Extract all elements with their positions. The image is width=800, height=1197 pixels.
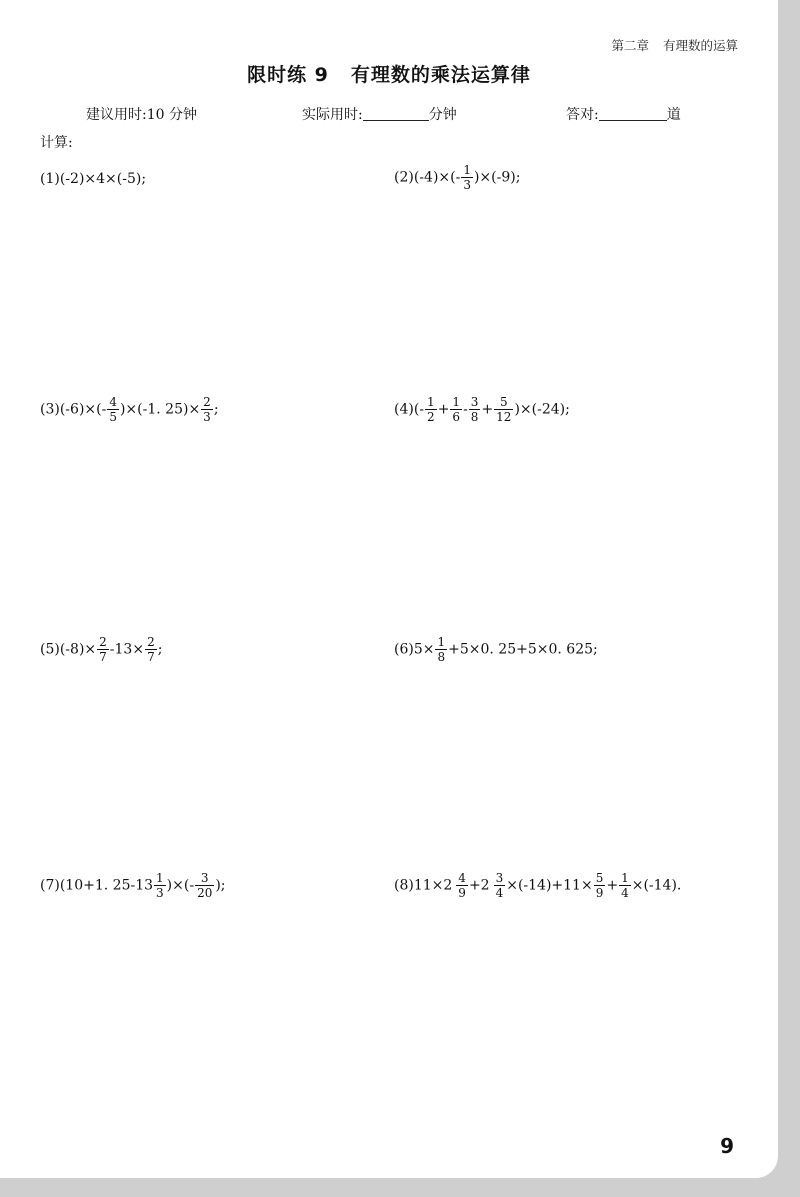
actual-time bbox=[302, 104, 457, 124]
correct-count-blank[interactable] bbox=[599, 106, 667, 121]
problem-3 bbox=[40, 396, 219, 423]
fraction bbox=[494, 396, 513, 423]
page-title bbox=[0, 60, 778, 87]
numerator: 1 bbox=[437, 635, 446, 649]
fraction bbox=[469, 396, 481, 423]
problem-5 bbox=[40, 636, 162, 663]
numerator: 1 bbox=[463, 163, 471, 177]
denominator: 4 bbox=[621, 886, 629, 900]
fraction bbox=[456, 872, 468, 899]
denominator: 3 bbox=[203, 410, 211, 424]
fraction bbox=[201, 396, 213, 423]
problem-expression: (-2)×4×(-5); bbox=[59, 171, 147, 187]
expression-part: (-8)× bbox=[59, 641, 97, 658]
actual-time-blank[interactable] bbox=[363, 106, 429, 121]
problem-number: (3) bbox=[40, 401, 60, 418]
suggested-time: 建议用时:10 分钟 bbox=[86, 107, 197, 123]
expression-part: +2 bbox=[468, 877, 490, 894]
exercise-label: 限时练 9 bbox=[247, 64, 329, 86]
denominator: 12 bbox=[496, 410, 512, 424]
denominator: 5 bbox=[109, 410, 117, 424]
expression-part: ; bbox=[157, 641, 163, 658]
expression-part: 11×2 bbox=[413, 877, 453, 894]
denominator: 6 bbox=[452, 410, 461, 424]
expression-part: + bbox=[606, 877, 619, 894]
correct-count bbox=[566, 104, 681, 124]
denominator: 7 bbox=[99, 650, 107, 664]
denominator: 7 bbox=[147, 650, 155, 664]
problem-4 bbox=[394, 396, 570, 423]
correct-label: 答对: bbox=[566, 107, 599, 123]
expression-part: ); bbox=[215, 877, 226, 894]
problem-number: (7) bbox=[40, 877, 60, 894]
numerator: 3 bbox=[470, 395, 479, 409]
problem-1 bbox=[40, 172, 146, 186]
expression-part: ×(-14). bbox=[631, 877, 682, 894]
numerator: 1 bbox=[427, 395, 435, 409]
expression-part: (-4)×(- bbox=[413, 169, 461, 186]
actual-time-unit: 分钟 bbox=[428, 107, 457, 123]
numerator: 5 bbox=[595, 871, 604, 885]
expression-part: )×(-24); bbox=[514, 401, 570, 418]
expression-part: (10+1. 25-13 bbox=[59, 877, 154, 894]
denominator: 3 bbox=[156, 886, 164, 900]
fraction bbox=[195, 872, 214, 899]
denominator: 9 bbox=[458, 886, 466, 900]
fraction bbox=[594, 872, 606, 899]
problem-8 bbox=[394, 872, 681, 899]
expression-part: 5× bbox=[413, 641, 435, 658]
denominator: 9 bbox=[595, 886, 604, 900]
expression-part: )×(-1. 25)× bbox=[119, 401, 201, 418]
page-number: 9 bbox=[720, 1134, 734, 1158]
expression-part: (- bbox=[413, 401, 425, 418]
denominator: 2 bbox=[427, 410, 435, 424]
fraction bbox=[154, 872, 166, 899]
fraction bbox=[619, 872, 631, 899]
problem-6 bbox=[394, 636, 598, 663]
denominator: 3 bbox=[463, 178, 471, 192]
problem-number: (5) bbox=[40, 641, 60, 658]
fraction bbox=[425, 396, 437, 423]
exercise-topic: 有理数的乘法运算律 bbox=[350, 64, 531, 86]
problem-number: (2) bbox=[394, 169, 414, 186]
expression-part: + bbox=[437, 401, 450, 418]
numerator: 3 bbox=[195, 872, 214, 886]
expression-part: )×(-9); bbox=[473, 169, 521, 186]
expression-part: ; bbox=[213, 401, 219, 418]
instruction: 计算: bbox=[40, 135, 73, 151]
problem-2 bbox=[394, 164, 520, 191]
chapter-label: 第二章 bbox=[611, 38, 649, 53]
fraction bbox=[450, 396, 462, 423]
fraction bbox=[145, 636, 157, 663]
problem-7 bbox=[40, 872, 226, 899]
expression-part: +5×0. 25+5×0. 625; bbox=[448, 641, 598, 658]
fraction bbox=[461, 164, 473, 191]
denominator: 20 bbox=[197, 886, 213, 900]
expression-part: )×(- bbox=[166, 877, 195, 894]
numerator: 1 bbox=[452, 395, 461, 409]
numerator: 4 bbox=[109, 395, 117, 409]
numerator: 1 bbox=[156, 871, 164, 885]
problem-number: (4) bbox=[394, 401, 414, 418]
correct-unit: 道 bbox=[666, 107, 681, 123]
problem-number: (1) bbox=[40, 171, 60, 187]
expression-part: -13× bbox=[109, 641, 145, 658]
fraction bbox=[435, 636, 447, 663]
numerator: 2 bbox=[99, 635, 107, 649]
problem-number: (8) bbox=[394, 877, 414, 894]
numerator: 2 bbox=[203, 395, 211, 409]
numerator: 5 bbox=[494, 396, 513, 410]
expression-part: (-6)×(- bbox=[59, 401, 107, 418]
expression-part: ×(-14)+11× bbox=[506, 877, 593, 894]
running-header bbox=[611, 36, 738, 54]
numerator: 4 bbox=[458, 871, 466, 885]
numerator: 2 bbox=[147, 635, 155, 649]
numerator: 1 bbox=[621, 871, 629, 885]
expression-part: - bbox=[463, 401, 468, 418]
denominator: 8 bbox=[437, 650, 446, 664]
fraction bbox=[97, 636, 109, 663]
fraction bbox=[107, 396, 119, 423]
section-label: 有理数的运算 bbox=[662, 38, 738, 53]
problem-number: (6) bbox=[394, 641, 414, 658]
fraction bbox=[494, 872, 506, 899]
denominator: 4 bbox=[495, 886, 504, 900]
expression-part: + bbox=[481, 401, 494, 418]
denominator: 8 bbox=[470, 410, 479, 424]
numerator: 3 bbox=[495, 871, 504, 885]
actual-time-label: 实际用时: bbox=[302, 107, 363, 123]
